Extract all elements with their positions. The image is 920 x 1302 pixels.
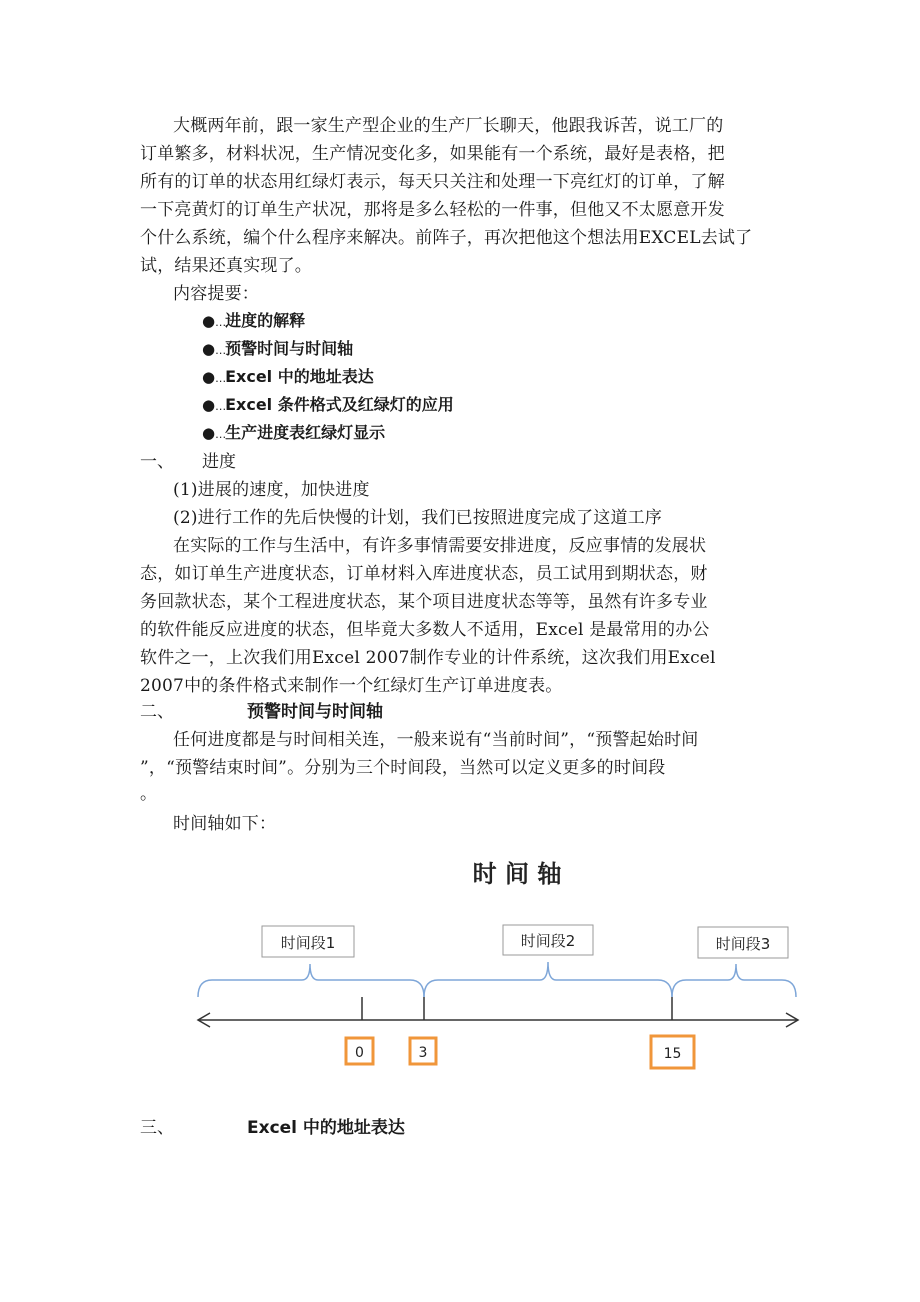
section2-line-3: 。 — [140, 784, 158, 804]
intro-line-1: 大概两年前，跟一家生产型企业的生产厂长聊天，他跟我诉苦，说工厂的 — [173, 116, 724, 136]
segment-brace-1 — [198, 964, 424, 997]
section-heading-2: 二、 预警时间与时间轴 — [140, 702, 383, 722]
bullet-dot-icon: ● — [202, 312, 216, 330]
section1-line-5: 软件之一，上次我们用Excel 2007制作专业的计件系统，这次我们用Excel — [140, 648, 716, 668]
svg-text:0: 0 — [355, 1045, 364, 1061]
outline-item: ●…生产进度表红绿灯显示 — [202, 423, 386, 442]
intro-line-6: 试，结果还真实现了。 — [140, 256, 312, 276]
intro-line-3: 所有的订单的状态用红绿灯表示，每天只关注和处理一下亮红灯的订单，了解 — [140, 172, 725, 192]
section1-line-1: 在实际的工作与生活中，有许多事情需要安排进度，反应事情的发展状 — [173, 536, 707, 556]
svg-text:15: 15 — [663, 1046, 682, 1062]
timeline-title: 时 间 轴 — [472, 860, 562, 888]
outline-title: 内容提要： — [173, 284, 259, 304]
intro-line-2: 订单繁多，材料状况，生产情况变化多，如果能有一个系统，最好是表格，把 — [140, 144, 725, 164]
segment-label-2 — [503, 925, 593, 955]
section1-line-6: 2007中的条件格式来制作一个红绿灯生产订单进度表。 — [140, 676, 563, 696]
segment-brace-3 — [672, 964, 796, 997]
svg-text:时间段1: 时间段1 — [280, 934, 336, 952]
segment-brace-2 — [424, 962, 672, 997]
segment-label-1 — [262, 926, 354, 957]
outline-item: ●…预警时间与时间轴 — [202, 339, 354, 358]
section1-line-2: 态，如订单生产进度状态，订单材料入库进度状态，员工试用到期状态，财 — [140, 564, 708, 584]
intro-line-5: 个什么系统，编个什么程序来解决。前阵子，再次把他这个想法用EXCEL去试了 — [140, 228, 753, 248]
definition-1: (1)进展的速度，加快进度 — [173, 480, 370, 500]
svg-text:时间段3: 时间段3 — [715, 935, 771, 953]
bullet-dot-icon: ● — [202, 368, 216, 386]
svg-text:时间段2: 时间段2 — [520, 932, 576, 950]
section2-line-2: ”，“预警结束时间”。分别为三个时间段，当然可以定义更多的时间段 — [140, 758, 666, 778]
marker-0 — [346, 1038, 373, 1064]
marker-15 — [651, 1036, 694, 1068]
section-heading-1: 一、 进度 — [140, 452, 236, 472]
segment-label-3 — [698, 927, 788, 958]
section1-line-4: 的软件能反应进度的状态，但毕竟大多数人不适用，Excel 是最常用的办公 — [140, 620, 710, 640]
intro-line-4: 一下亮黄灯的订单生产状况，那将是多么轻松的一件事，但他又不太愿意开发 — [140, 200, 725, 220]
outline-item: ●…Excel 中的地址表达 — [202, 367, 374, 386]
svg-text:3: 3 — [418, 1045, 428, 1061]
definition-2: (2)进行工作的先后快慢的计划，我们已按照进度完成了这道工序 — [173, 508, 663, 528]
section2-line-1: 任何进度都是与时间相关连，一般来说有“当前时间”，“预警起始时间 — [173, 730, 699, 750]
outline-item: ●…Excel 条件格式及红绿灯的应用 — [202, 395, 454, 414]
bullet-dot-icon: ● — [202, 424, 216, 442]
axis-intro: 时间轴如下： — [173, 814, 277, 834]
bullet-dot-icon: ● — [202, 340, 216, 358]
section1-line-3: 务回款状态，某个工程进度状态，某个项目进度状态等等，虽然有许多专业 — [140, 592, 708, 612]
bullet-dot-icon: ● — [202, 396, 216, 414]
outline-item: ●…进度的解释 — [202, 311, 306, 330]
section-heading-3: 三、 Excel 中的地址表达 — [140, 1118, 405, 1138]
marker-3 — [410, 1038, 436, 1064]
